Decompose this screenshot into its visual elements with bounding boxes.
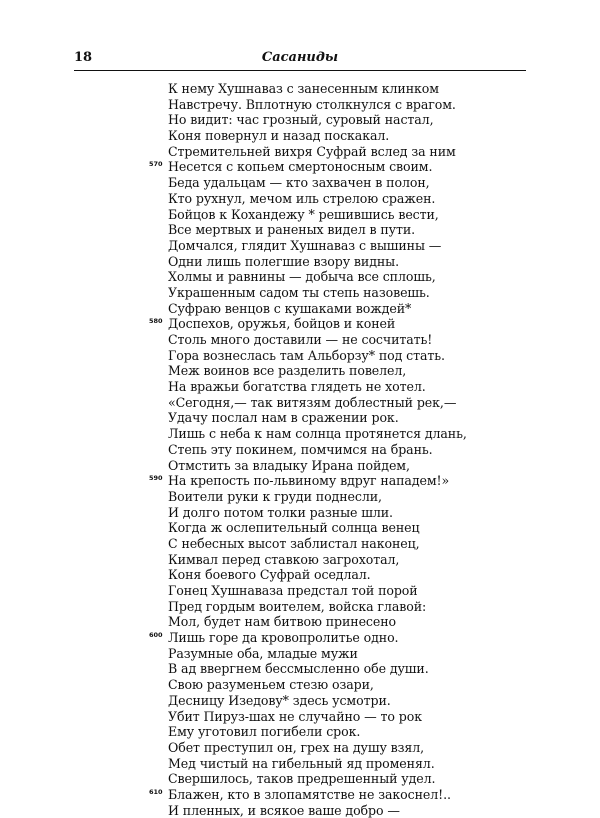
poem-line xyxy=(168,552,468,568)
poem-line xyxy=(168,175,468,191)
poem-line-text: Убит Пируз-шах не случайно — то рок xyxy=(168,708,423,724)
poem-line-text: Пред гордым воителем, войска главой: xyxy=(168,598,427,614)
poem-line-text: Кто рухнул, мечом иль стрелою сражен. xyxy=(168,190,436,206)
poem-line-text: Отмстить за владыку Ирана пойдем, xyxy=(168,457,410,473)
poem-line xyxy=(168,583,468,599)
poem-line xyxy=(149,473,468,489)
poem-line xyxy=(168,395,468,411)
line-number: 570 xyxy=(149,160,163,169)
poem-line xyxy=(168,677,468,693)
poem-line-text: Но видит: час грозный, суровый настал, xyxy=(168,112,434,128)
poem-line-text: Воители руки к груди поднесли, xyxy=(168,488,382,504)
poem-line-text: Удачу послал нам в сражении рок. xyxy=(168,410,399,426)
line-number: 610 xyxy=(149,787,163,796)
poem-line-text: Домчался, глядит Хушнаваз с вышины — xyxy=(168,237,442,253)
poem-line-text: Мед чистый на гибельный яд променял. xyxy=(168,755,435,771)
poem-line-text: Лишь с неба к нам солнца протянется длань, xyxy=(168,426,467,442)
poem-line xyxy=(168,756,468,772)
poem-line xyxy=(168,128,468,144)
poem-line-text: И долго потом толки разные шли. xyxy=(168,504,393,520)
poem-line xyxy=(168,332,468,348)
poem-line-text: Свою разуменьем стезю озари, xyxy=(168,677,374,693)
poem-line-text: Гонец Хушнаваза предстал той порой xyxy=(168,583,418,598)
poem-line-text: Мол, будет нам битвою принесено xyxy=(168,614,397,630)
poem-line-text: «Сегодня,— так витязям доблестный рек,— xyxy=(168,394,457,410)
poem-line-text: К нему Хушнаваз с занесенным клинком xyxy=(168,81,439,96)
poem-line xyxy=(168,693,468,709)
poem-line xyxy=(168,222,468,238)
poem-line xyxy=(149,786,468,803)
poem-line-text: Меж воинов все разделить повелел, xyxy=(168,363,407,379)
poem-line xyxy=(168,97,468,113)
poem-line xyxy=(168,285,468,301)
poem-line-text: Все мертвых и раненых видел в пути. xyxy=(168,222,416,238)
poem-line xyxy=(168,458,468,474)
poem-line xyxy=(168,709,468,725)
poem-line-text: Разумные оба, младые мужи xyxy=(168,645,358,661)
poem-line-text: Бойцов к Кохандежу * решившись вести, xyxy=(168,206,439,222)
poem-line xyxy=(168,505,468,521)
poem-line xyxy=(168,740,468,756)
poem-line-text: Несется с копьем смертоносным своим. xyxy=(168,159,433,175)
poem-line-text: Украшенным садом ты степь назовешь. xyxy=(168,284,430,300)
poem-line xyxy=(168,238,468,254)
poem-line-text: Десницу Изедову* здесь усмотри. xyxy=(168,692,391,708)
poem-line-text: С небесных высот заблистал наконец, xyxy=(168,535,420,551)
header-rule xyxy=(74,70,526,71)
poem-line-text: Блажен, кто в злопамятстве не закоснел!.. xyxy=(168,786,451,802)
poem-line xyxy=(168,379,468,395)
line-number: 600 xyxy=(149,631,163,640)
poem-line xyxy=(149,316,468,332)
poem-line-text: Обет преступил он, грех на душу взял, xyxy=(168,739,425,755)
poem-line xyxy=(168,410,468,426)
poem-line-text: Столь много доставили — не сосчитать! xyxy=(168,332,433,347)
poem-line xyxy=(168,724,468,740)
poem-line-text: В ад ввергнем бессмысленно обе души. xyxy=(168,661,429,677)
poem-line xyxy=(168,489,468,505)
poem-line xyxy=(149,159,468,175)
poem-line-text: Кимвал перед ставкою загрохотал, xyxy=(168,551,400,567)
poem-line xyxy=(168,269,468,285)
poem-line-text: И пленных, и всякое ваше добро — xyxy=(168,802,400,818)
poem-line xyxy=(168,536,468,552)
poem-line-text: Одни лишь полегшие взору видны. xyxy=(168,253,399,269)
poem-line xyxy=(168,254,468,270)
line-number: 580 xyxy=(149,317,163,326)
poem-line-text: Доспехов, оружья, бойцов и коней xyxy=(168,316,396,332)
poem-line-text: Стремительней вихря Суфрай вслед за ним xyxy=(168,143,456,159)
poem-line xyxy=(168,614,468,630)
line-number: 590 xyxy=(149,474,163,483)
page-number: 18 xyxy=(74,50,93,65)
poem-line-text: Коня повернул и назад поскакал. xyxy=(168,128,390,144)
running-title: Сасаниды xyxy=(261,50,339,65)
poem-line xyxy=(168,81,468,97)
poem-line xyxy=(168,599,468,615)
poem-line-text: Гора вознеслась там Альборзу* под стать. xyxy=(168,347,445,363)
poem-line xyxy=(168,301,468,317)
poem-line xyxy=(168,207,468,223)
poem-line xyxy=(168,426,468,442)
poem-line xyxy=(168,442,468,458)
poem-line-text: Коня боевого Суфрай оседлал. xyxy=(168,567,371,583)
poem-line-text: Когда ж ослепительный солнца венец xyxy=(168,520,420,536)
poem-line xyxy=(168,520,468,536)
poem-line xyxy=(149,630,468,646)
poem-line xyxy=(168,348,468,364)
poem-line xyxy=(168,112,468,128)
poem-line xyxy=(168,646,468,662)
poem-line xyxy=(168,567,468,583)
poem-line xyxy=(168,803,468,818)
poem-line-text: На крепость по-львиному вдруг нападем!» xyxy=(168,473,450,489)
poem-line xyxy=(168,363,468,379)
page-header xyxy=(74,50,526,68)
poem-line-text: Свершилось, таков предрешенный удел. xyxy=(168,771,436,787)
poem-text xyxy=(149,81,468,818)
poem-line-text: Беда удальцам — кто захвачен в полон, xyxy=(168,175,430,191)
poem-line xyxy=(168,771,468,787)
poem-line xyxy=(168,661,468,677)
poem-line-text: Навстречу. Вплотную столкнулся с врагом. xyxy=(168,96,456,112)
poem-line-text: Степь эту покинем, помчимся на брань. xyxy=(168,441,433,457)
poem-line-text: Лишь горе да кровопролитье одно. xyxy=(168,630,399,646)
poem-line-text: Суфраю венцов с кушаками вождей* xyxy=(168,300,412,316)
poem-line-text: Ему уготовил погибели срок. xyxy=(168,724,361,740)
poem-line xyxy=(168,144,468,160)
poem-line xyxy=(168,191,468,207)
poem-line-text: На вражьи богатства глядеть не хотел. xyxy=(168,379,426,395)
poem-line-text: Холмы и равнины — добыча все сплошь, xyxy=(168,269,436,285)
